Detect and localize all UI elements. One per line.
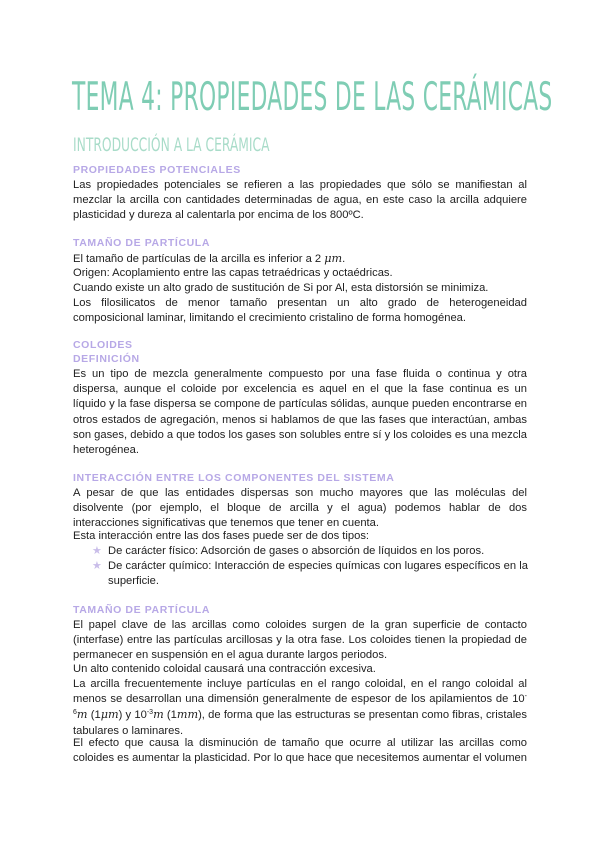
paragraph-efecto: El efecto que causa la disminución de tamaño que ocurre al utilizar las arcillas como coloides es aumentar la plasticidad. Por lo que hace que necesitemos aumentar el volumen	[73, 737, 527, 765]
text-line-tamano: El tamaño de partículas de la arcilla es inferior a 2 μm.	[73, 252, 346, 265]
section-title: INTRODUCCIÓN A LA CERÁMICA	[73, 134, 270, 156]
heading-interaccion: INTERACCIÓN ENTRE LOS COMPONENTES DEL SISTEMA	[73, 472, 395, 484]
list-item: ★ De carácter químico: Interacción de especies químicas con lugares específicos en la superficie.	[92, 560, 528, 588]
paragraph-papel-clave: El papel clave de las arcillas como coloides surgen de la gran superficie de contacto (interfase) entre las partículas arcillosas y la otra fase. Los coloides tienen la propiedad de permanecer en suspensión en el agua durante largos periodos.	[73, 619, 527, 662]
text-line-sustitucion: Cuando existe un alto grado de sustitución de Si por Al, esta distorsión se minimiza.	[73, 282, 489, 294]
paragraph-filosilicatos: Los filosilicatos de menor tamaño presentan un alto grado de heterogeneidad composicional laminar, limitando el crecimiento cristalino de forma homogénea.	[73, 297, 527, 325]
text-line-tipos: Esta interacción entre las dos fases puede ser de dos tipos:	[73, 530, 370, 542]
heading-tamano-particula-2: TAMAÑO DE PARTÍCULA	[73, 604, 210, 616]
paragraph-propiedades: Las propiedades potenciales se refieren a las propiedades que sólo se manifiestan al mezclar la arcilla con cantidades determinadas de agua, en este caso la arcilla adquiere plasticidad y dureza al calentarla por encima de los 800ºC.	[73, 179, 527, 222]
text-line-origen: Origen: Acoplamiento entre las capas tetraédricas y octaédricas.	[73, 267, 393, 279]
page-title: TEMA 4: PROPIEDADES DE LAS CERÁMICAS	[72, 75, 553, 120]
heading-tamano-particula: TAMAÑO DE PARTÍCULA	[73, 237, 210, 249]
star-bullet-icon: ★	[92, 545, 102, 557]
paragraph-interaccion: A pesar de que las entidades dispersas son mucho mayores que las moléculas del disolvente (por ejemplo, el bloque de arcilla y el agua) podemos hablar de dos interacciones significativas que tenemos que tener en cuenta.	[73, 487, 527, 530]
paragraph-definicion: Es un tipo de mezcla generalmente compuesto por una fase fluida o continua y otra dispersa, aunque el coloide por excelencia es aquel en el que la fase continua es un líquido y la fase dispersa se compone de partículas sólidas, aunque pueden encontrarse en otros estados de agregación, menos si hablamos de que las fases que interactúan, ambas son gases, debido a que todos los gases son solubles entre sí y los coloides es una mezcla heterogénea.	[73, 368, 528, 457]
list-item: ★ De carácter físico: Adsorción de gases o absorción de líquidos en los poros.	[92, 544, 528, 559]
heading-coloides: COLOIDES	[73, 339, 133, 351]
bullet-list	[92, 544, 528, 590]
text-line-contenido-coloidal: Un alto contenido coloidal causará una contracción excesiva.	[73, 663, 376, 675]
heading-definicion: DEFINICIÓN	[73, 353, 140, 365]
star-bullet-icon: ★	[92, 560, 102, 573]
heading-propiedades-potenciales: PROPIEDADES POTENCIALES	[73, 164, 241, 176]
paragraph-rango-coloidal: La arcilla frecuentemente incluye partículas en el rango coloidal, en el rango coloidal al menos se desarrollan una dimensión generalmente de espesor de los apilamientos de $10^{-6}m$ (1μm) y $10^{-3}m$ (1mm), de forma que las estructuras se presentan como fibras, cristales tabulares o laminares.	[73, 678, 527, 737]
